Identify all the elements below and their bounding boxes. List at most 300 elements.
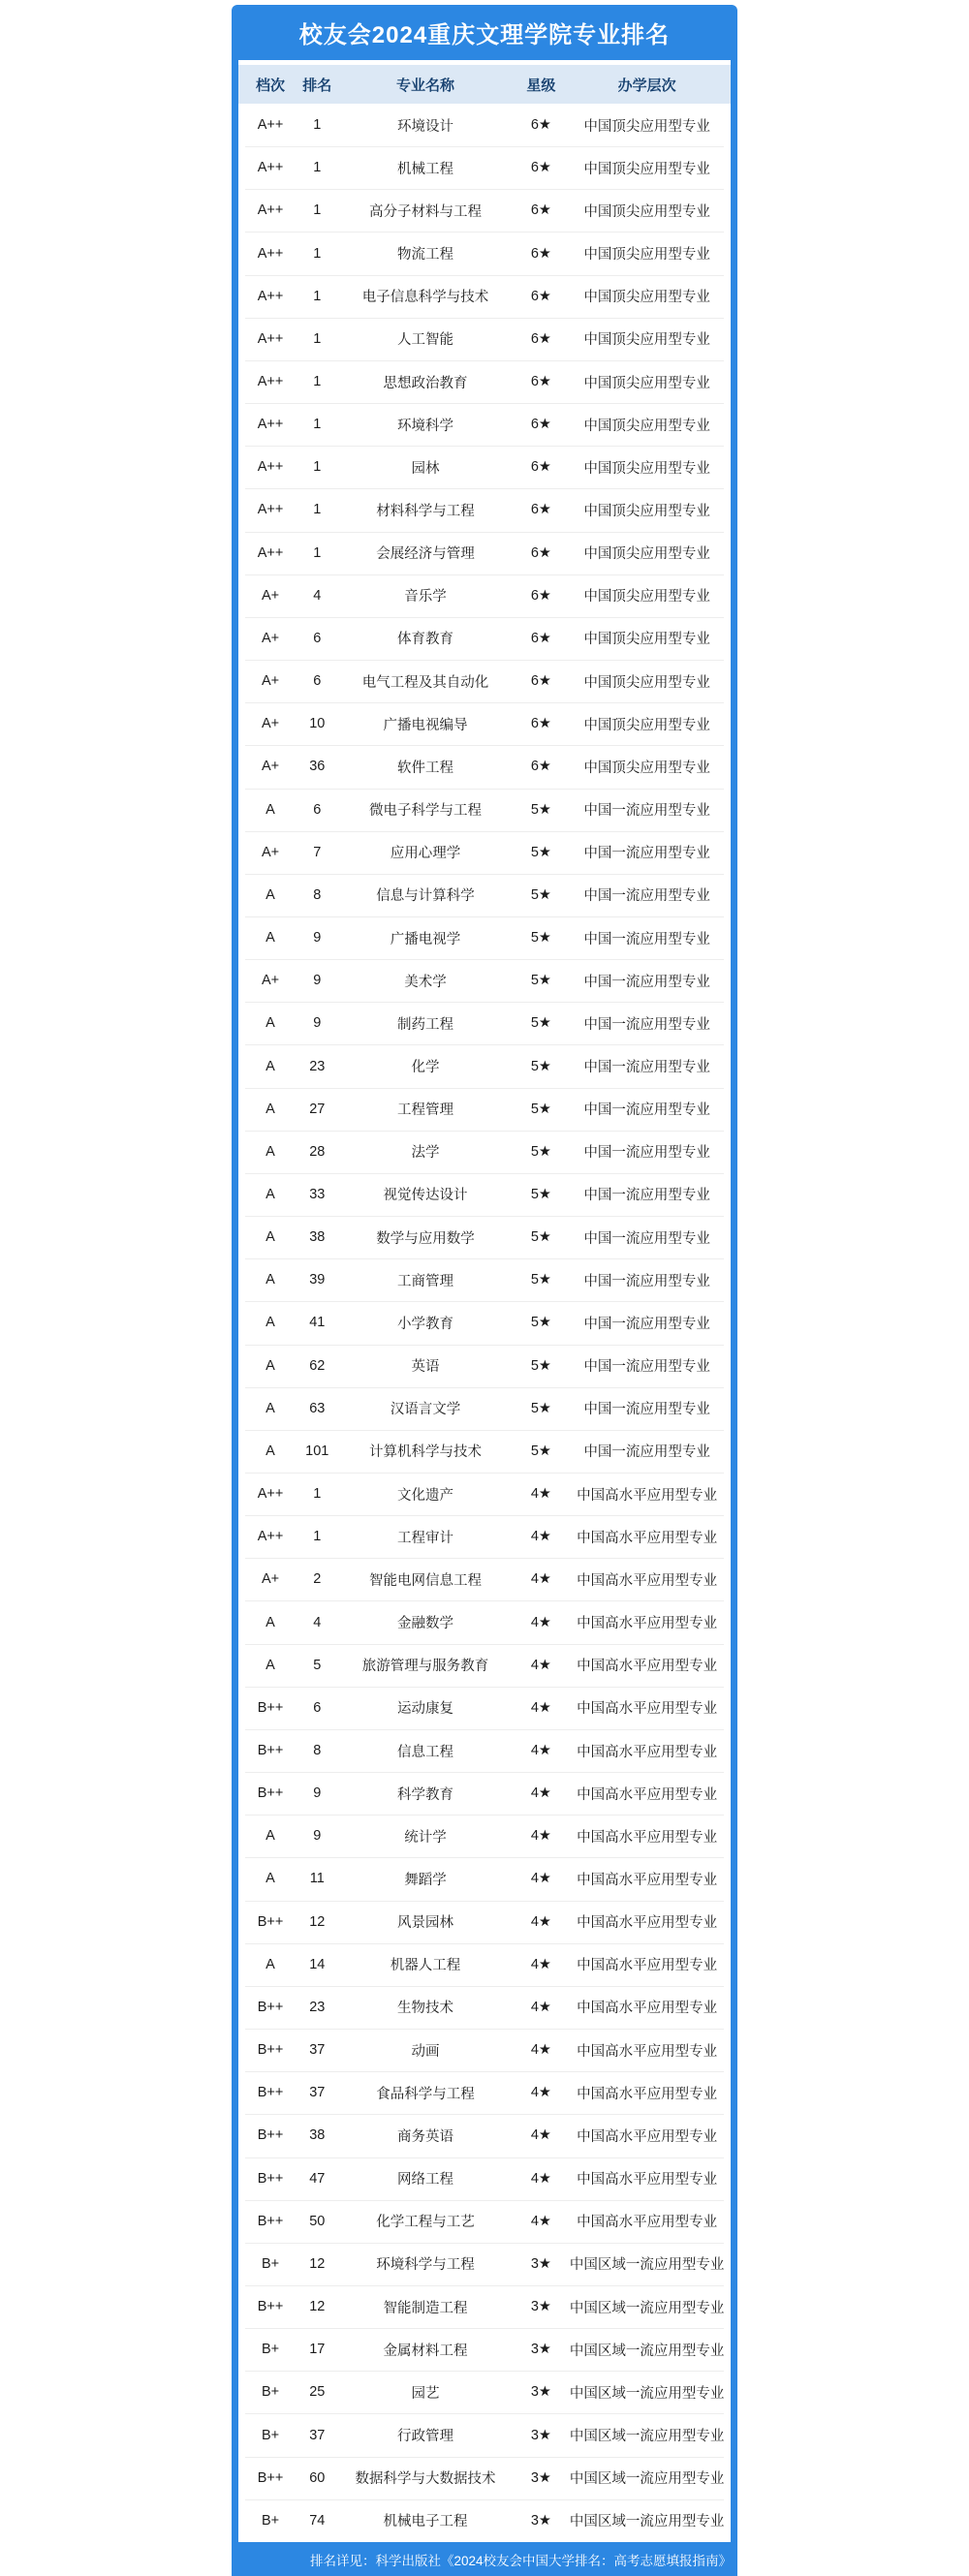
cell-rank: 1	[313, 459, 322, 476]
table-row	[238, 1558, 731, 1600]
page-title: 校友会2024重庆文理学院专业排名	[298, 22, 671, 48]
cell-major: 美术学	[404, 974, 447, 990]
cell-star: 4★	[530, 1828, 551, 1845]
cell-rank: 1	[313, 502, 322, 518]
cell-rank: 74	[309, 2512, 326, 2529]
cell-level: 中国顶尖应用型专业	[583, 418, 710, 434]
cell-level: 中国高水平应用型专业	[577, 2086, 718, 2102]
table-row	[238, 488, 731, 531]
table-row	[238, 2457, 731, 2499]
cell-star: 5★	[530, 973, 551, 989]
cell-rank: 12	[309, 2255, 326, 2272]
table-row	[238, 1473, 731, 1515]
cell-star: 3★	[530, 2512, 551, 2529]
cell-grade: A++	[257, 117, 284, 134]
cell-level: 中国顶尖应用型专业	[583, 503, 710, 519]
cell-level: 中国一流应用型专业	[583, 803, 710, 820]
cell-grade: B+	[261, 2512, 280, 2529]
col-header-star: 星级	[526, 77, 556, 94]
cell-grade: B++	[257, 1699, 284, 1716]
cell-grade: A	[266, 1357, 275, 1374]
cell-grade: B+	[261, 2384, 280, 2401]
cell-rank: 6	[313, 801, 322, 818]
cell-major: 统计学	[404, 1829, 447, 1846]
cell-major: 电子信息科学与技术	[361, 290, 489, 306]
cell-rank: 63	[309, 1400, 326, 1416]
cell-level: 中国一流应用型专业	[583, 1145, 710, 1162]
col-header-major: 专业名称	[396, 77, 455, 94]
cell-grade: B+	[261, 2255, 280, 2272]
cell-major: 网络工程	[397, 2172, 454, 2188]
cell-major: 高分子材料与工程	[369, 203, 483, 220]
cell-grade: A+	[261, 630, 280, 646]
cell-level: 中国顶尖应用型专业	[583, 247, 710, 264]
cell-star: 3★	[530, 2469, 551, 2486]
table-row	[238, 916, 731, 959]
cell-rank: 50	[309, 2213, 326, 2229]
cell-level: 中国区域一流应用型专业	[569, 2514, 725, 2530]
cell-grade: B++	[257, 2042, 284, 2059]
cell-level: 中国高水平应用型专业	[577, 2128, 718, 2145]
cell-grade: A+	[261, 1571, 280, 1588]
cell-rank: 4	[313, 1614, 322, 1630]
cell-grade: A	[266, 1614, 275, 1630]
cell-star: 4★	[530, 1699, 551, 1716]
cell-level: 中国顶尖应用型专业	[583, 546, 710, 563]
cell-star: 5★	[530, 1058, 551, 1074]
table-header	[238, 65, 731, 104]
cell-grade: B++	[257, 1999, 284, 2015]
cell-grade: A	[266, 886, 275, 903]
table-row	[238, 2243, 731, 2285]
cell-grade: B++	[257, 2469, 284, 2486]
cell-grade: A++	[257, 1486, 284, 1503]
cell-rank: 1	[313, 288, 322, 304]
cell-major: 数学与应用数学	[376, 1230, 475, 1247]
cell-rank: 1	[313, 417, 322, 433]
cell-level: 中国一流应用型专业	[583, 1402, 710, 1418]
cell-major: 风景园林	[397, 1915, 454, 1932]
table-row	[238, 2328, 731, 2371]
cell-rank: 23	[309, 1999, 326, 2015]
col-header-grade: 档次	[256, 77, 286, 94]
cell-star: 5★	[530, 1186, 551, 1202]
cell-grade: A	[266, 1871, 275, 1887]
cell-grade: B++	[257, 2170, 284, 2187]
cell-level: 中国顶尖应用型专业	[583, 632, 710, 648]
cell-major: 材料科学与工程	[376, 503, 475, 519]
cell-grade: A+	[261, 587, 280, 604]
cell-rank: 1	[313, 117, 322, 134]
cell-rank: 6	[313, 673, 322, 690]
cell-level: 中国高水平应用型专业	[577, 2215, 718, 2231]
cell-star: 6★	[530, 673, 551, 690]
cell-level: 中国顶尖应用型专业	[583, 760, 710, 776]
cell-star: 6★	[530, 202, 551, 219]
cell-grade: B++	[257, 2127, 284, 2144]
cell-level: 中国一流应用型专业	[583, 974, 710, 990]
cell-major: 视觉传达设计	[383, 1188, 468, 1204]
cell-grade: B+	[261, 2427, 280, 2443]
cell-major: 行政管理	[397, 2429, 454, 2445]
table-row	[238, 789, 731, 831]
cell-level: 中国区域一流应用型专业	[569, 2429, 725, 2445]
cell-major: 物流工程	[397, 247, 454, 264]
cell-grade: B++	[257, 1785, 284, 1802]
cell-major: 法学	[411, 1145, 440, 1162]
cell-major: 环境科学	[397, 418, 454, 434]
cell-level: 中国高水平应用型专业	[577, 1659, 718, 1675]
cell-major: 机器人工程	[390, 1958, 461, 1974]
cell-grade: A++	[257, 245, 284, 262]
cell-major: 数据科学与大数据技术	[355, 2471, 496, 2488]
cell-level: 中国顶尖应用型专业	[583, 161, 710, 177]
cell-rank: 6	[313, 630, 322, 646]
table-row	[238, 874, 731, 916]
cell-grade: A++	[257, 374, 284, 390]
table-row	[238, 660, 731, 702]
cell-grade: A	[266, 1400, 275, 1416]
cell-level: 中国顶尖应用型专业	[583, 290, 710, 306]
cell-star: 6★	[530, 117, 551, 134]
cell-major: 信息工程	[397, 1744, 454, 1760]
title-bar	[232, 5, 737, 60]
cell-grade: A++	[257, 417, 284, 433]
cell-level: 中国区域一流应用型专业	[569, 2385, 725, 2402]
cell-star: 4★	[530, 1529, 551, 1545]
cell-major: 文化遗产	[397, 1487, 454, 1504]
cell-grade: A++	[257, 544, 284, 561]
cell-star: 6★	[530, 759, 551, 775]
table-row	[238, 1729, 731, 1772]
cell-star: 5★	[530, 801, 551, 818]
cell-level: 中国顶尖应用型专业	[583, 717, 710, 733]
cell-star: 4★	[530, 2042, 551, 2059]
cell-rank: 37	[309, 2427, 326, 2443]
cell-rank: 33	[309, 1186, 326, 1202]
cell-major: 环境科学与工程	[376, 2257, 475, 2274]
cell-major: 商务英语	[397, 2128, 454, 2145]
cell-star: 4★	[530, 2170, 551, 2187]
cell-major: 汉语言文学	[390, 1402, 461, 1418]
cell-major: 旅游管理与服务教育	[361, 1659, 489, 1675]
cell-star: 4★	[530, 1999, 551, 2015]
cell-grade: A	[266, 1828, 275, 1845]
cell-rank: 1	[313, 1529, 322, 1545]
cell-star: 4★	[530, 1571, 551, 1588]
cell-major: 金属材料工程	[383, 2343, 468, 2359]
table-row	[238, 2071, 731, 2114]
cell-level: 中国高水平应用型专业	[577, 1616, 718, 1632]
cell-level: 中国顶尖应用型专业	[583, 375, 710, 391]
table-row	[238, 1002, 731, 1044]
table-row	[238, 745, 731, 788]
table-row	[238, 318, 731, 360]
table-row	[238, 1173, 731, 1216]
cell-grade: A	[266, 1058, 275, 1074]
table-row	[238, 1345, 731, 1387]
table-row	[238, 1387, 731, 1430]
cell-level: 中国高水平应用型专业	[577, 1701, 718, 1718]
cell-level: 中国高水平应用型专业	[577, 1786, 718, 1803]
table-rows	[238, 104, 731, 2542]
cell-star: 4★	[530, 1956, 551, 1972]
table-row	[238, 2413, 731, 2456]
cell-rank: 11	[309, 1871, 325, 1887]
cell-rank: 39	[309, 1272, 326, 1288]
cell-star: 5★	[530, 1357, 551, 1374]
cell-grade: B++	[257, 2213, 284, 2229]
cell-major: 运动康复	[397, 1701, 454, 1718]
cell-major: 舞蹈学	[404, 1872, 447, 1888]
table-row	[238, 1515, 731, 1558]
cell-rank: 1	[313, 330, 322, 347]
cell-major: 机械工程	[397, 161, 454, 177]
cell-level: 中国区域一流应用型专业	[569, 2300, 725, 2316]
cell-level: 中国一流应用型专业	[583, 1230, 710, 1247]
table-row	[238, 831, 731, 874]
cell-rank: 6	[313, 1699, 322, 1716]
cell-rank: 2	[313, 1571, 322, 1588]
cell-grade: B+	[261, 2342, 280, 2358]
table-row	[238, 574, 731, 617]
cell-major: 电气工程及其自动化	[361, 674, 489, 691]
table-row	[238, 146, 731, 189]
cell-level: 中国一流应用型专业	[583, 1359, 710, 1376]
table-row	[238, 1986, 731, 2029]
cell-rank: 4	[313, 587, 322, 604]
cell-major: 化学工程与工艺	[376, 2215, 475, 2231]
cell-level: 中国高水平应用型专业	[577, 1744, 718, 1760]
table-row	[238, 1216, 731, 1258]
cell-grade: A	[266, 930, 275, 947]
cell-major: 会展经济与管理	[376, 546, 475, 563]
cell-level: 中国高水平应用型专业	[577, 1829, 718, 1846]
cell-level: 中国高水平应用型专业	[577, 2172, 718, 2188]
cell-major: 广播电视学	[390, 931, 461, 947]
cell-major: 人工智能	[397, 332, 454, 349]
cell-grade: A++	[257, 202, 284, 219]
cell-star: 6★	[530, 630, 551, 646]
table-row	[238, 959, 731, 1002]
cell-star: 3★	[530, 2427, 551, 2443]
cell-star: 5★	[530, 1272, 551, 1288]
cell-major: 工程管理	[397, 1102, 454, 1119]
cell-star: 5★	[530, 930, 551, 947]
cell-grade: A+	[261, 759, 280, 775]
table-row	[238, 1044, 731, 1087]
cell-level: 中国一流应用型专业	[583, 931, 710, 947]
cell-rank: 1	[313, 1486, 322, 1503]
cell-star: 3★	[530, 2299, 551, 2315]
cell-star: 3★	[530, 2255, 551, 2272]
table-row	[238, 2029, 731, 2071]
cell-rank: 14	[309, 1956, 326, 1972]
cell-level: 中国区域一流应用型专业	[569, 2471, 725, 2488]
cell-grade: A	[266, 1101, 275, 1117]
table-row	[238, 1687, 731, 1729]
cell-rank: 36	[309, 759, 326, 775]
cell-rank: 101	[305, 1443, 329, 1459]
table-row	[238, 104, 731, 146]
cell-rank: 12	[309, 2299, 326, 2315]
cell-star: 5★	[530, 886, 551, 903]
cell-grade: A++	[257, 160, 284, 176]
table-row	[238, 1301, 731, 1344]
cell-rank: 17	[309, 2342, 326, 2358]
table-row	[238, 403, 731, 446]
cell-star: 6★	[530, 245, 551, 262]
table-row	[238, 1772, 731, 1815]
cell-major: 体育教育	[397, 632, 454, 648]
cell-rank: 9	[313, 930, 322, 947]
cell-star: 6★	[530, 544, 551, 561]
cell-major: 制药工程	[397, 1016, 454, 1033]
cell-rank: 25	[309, 2384, 326, 2401]
cell-major: 金融数学	[397, 1616, 454, 1632]
cell-level: 中国高水平应用型专业	[577, 1530, 718, 1546]
footer-note: 排名详见：科学出版社《2024校友会中国大学排名：高考志愿填报指南》	[309, 2553, 732, 2568]
cell-rank: 62	[309, 1357, 326, 1374]
cell-level: 中国高水平应用型专业	[577, 2043, 718, 2060]
cell-rank: 9	[313, 973, 322, 989]
table-row	[238, 617, 731, 660]
cell-star: 4★	[530, 1785, 551, 1802]
cell-star: 6★	[530, 587, 551, 604]
cell-major: 动画	[411, 2043, 440, 2060]
cell-star: 6★	[530, 502, 551, 518]
cell-rank: 5	[313, 1657, 322, 1673]
cell-rank: 8	[313, 1743, 322, 1759]
cell-star: 5★	[530, 1229, 551, 1246]
cell-rank: 38	[309, 1229, 326, 1246]
table-row	[238, 1644, 731, 1687]
cell-major: 微电子科学与工程	[369, 803, 483, 820]
table-row	[238, 1600, 731, 1643]
cell-major: 工程审计	[397, 1530, 454, 1546]
cell-level: 中国一流应用型专业	[583, 1060, 710, 1076]
cell-major: 科学教育	[397, 1786, 454, 1803]
cell-major: 智能电网信息工程	[369, 1572, 483, 1589]
cell-grade: A+	[261, 673, 280, 690]
cell-star: 5★	[530, 1015, 551, 1032]
cell-level: 中国高水平应用型专业	[577, 1915, 718, 1932]
cell-star: 6★	[530, 160, 551, 176]
cell-major: 英语	[411, 1359, 440, 1376]
cell-rank: 28	[309, 1143, 326, 1160]
cell-level: 中国一流应用型专业	[583, 1102, 710, 1119]
cell-level: 中国高水平应用型专业	[577, 1572, 718, 1589]
cell-level: 中国一流应用型专业	[583, 1316, 710, 1332]
cell-rank: 9	[313, 1828, 322, 1845]
table-row	[238, 446, 731, 488]
table-row	[238, 532, 731, 574]
cell-star: 4★	[530, 1614, 551, 1630]
cell-level: 中国高水平应用型专业	[577, 1487, 718, 1504]
cell-grade: A	[266, 1443, 275, 1459]
cell-grade: A	[266, 1272, 275, 1288]
cell-grade: A	[266, 1315, 275, 1331]
cell-major: 广播电视编导	[383, 717, 468, 733]
table-row	[238, 360, 731, 403]
cell-grade: A	[266, 801, 275, 818]
table-row	[238, 2371, 731, 2413]
cell-level: 中国顶尖应用型专业	[583, 332, 710, 349]
cell-rank: 1	[313, 160, 322, 176]
cell-star: 6★	[530, 459, 551, 476]
cell-star: 4★	[530, 2085, 551, 2101]
cell-level: 中国区域一流应用型专业	[569, 2257, 725, 2274]
cell-grade: A++	[257, 459, 284, 476]
cell-grade: A++	[257, 330, 284, 347]
cell-level: 中国顶尖应用型专业	[583, 589, 710, 605]
cell-grade: A	[266, 1186, 275, 1202]
table-row	[238, 232, 731, 274]
cell-star: 4★	[530, 1743, 551, 1759]
cell-star: 5★	[530, 1101, 551, 1117]
table-row	[238, 1430, 731, 1473]
cell-major: 软件工程	[397, 760, 454, 776]
cell-star: 6★	[530, 716, 551, 732]
cell-rank: 41	[309, 1315, 326, 1331]
cell-star: 5★	[530, 844, 551, 860]
col-header-level: 办学层次	[617, 77, 676, 94]
table-row	[238, 2499, 731, 2542]
cell-level: 中国顶尖应用型专业	[583, 203, 710, 220]
cell-star: 5★	[530, 1443, 551, 1459]
cell-rank: 9	[313, 1015, 322, 1032]
cell-rank: 37	[309, 2085, 326, 2101]
table-row	[238, 2157, 731, 2200]
cell-rank: 1	[313, 544, 322, 561]
cell-rank: 27	[309, 1101, 326, 1117]
cell-grade: B++	[257, 1743, 284, 1759]
cell-star: 3★	[530, 2342, 551, 2358]
cell-major: 机械电子工程	[383, 2514, 468, 2530]
cell-rank: 38	[309, 2127, 326, 2144]
cell-level: 中国一流应用型专业	[583, 1188, 710, 1204]
footer-bar	[232, 2542, 737, 2576]
cell-rank: 47	[309, 2170, 326, 2187]
table-row	[238, 1857, 731, 1900]
cell-star: 6★	[530, 330, 551, 347]
table-row	[238, 1088, 731, 1131]
table-panel	[238, 60, 731, 2542]
table-row	[238, 1815, 731, 1857]
cell-level: 中国区域一流应用型专业	[569, 2343, 725, 2359]
cell-rank: 1	[313, 374, 322, 390]
cell-star: 6★	[530, 374, 551, 390]
cell-star: 4★	[530, 1871, 551, 1887]
cell-level: 中国一流应用型专业	[583, 888, 710, 905]
cell-rank: 1	[313, 245, 322, 262]
cell-rank: 9	[313, 1785, 322, 1802]
cell-rank: 8	[313, 886, 322, 903]
cell-rank: 60	[309, 2469, 326, 2486]
cell-star: 3★	[530, 2384, 551, 2401]
cell-major: 智能制造工程	[383, 2300, 468, 2316]
table-row	[238, 1258, 731, 1301]
cell-major: 思想政治教育	[383, 375, 468, 391]
cell-star: 5★	[530, 1315, 551, 1331]
cell-grade: A+	[261, 973, 280, 989]
cell-level: 中国一流应用型专业	[583, 846, 710, 862]
cell-rank: 10	[309, 716, 326, 732]
cell-grade: A	[266, 1015, 275, 1032]
col-header-rank: 排名	[302, 77, 332, 94]
cell-grade: A	[266, 1657, 275, 1673]
cell-major: 园艺	[411, 2385, 440, 2402]
